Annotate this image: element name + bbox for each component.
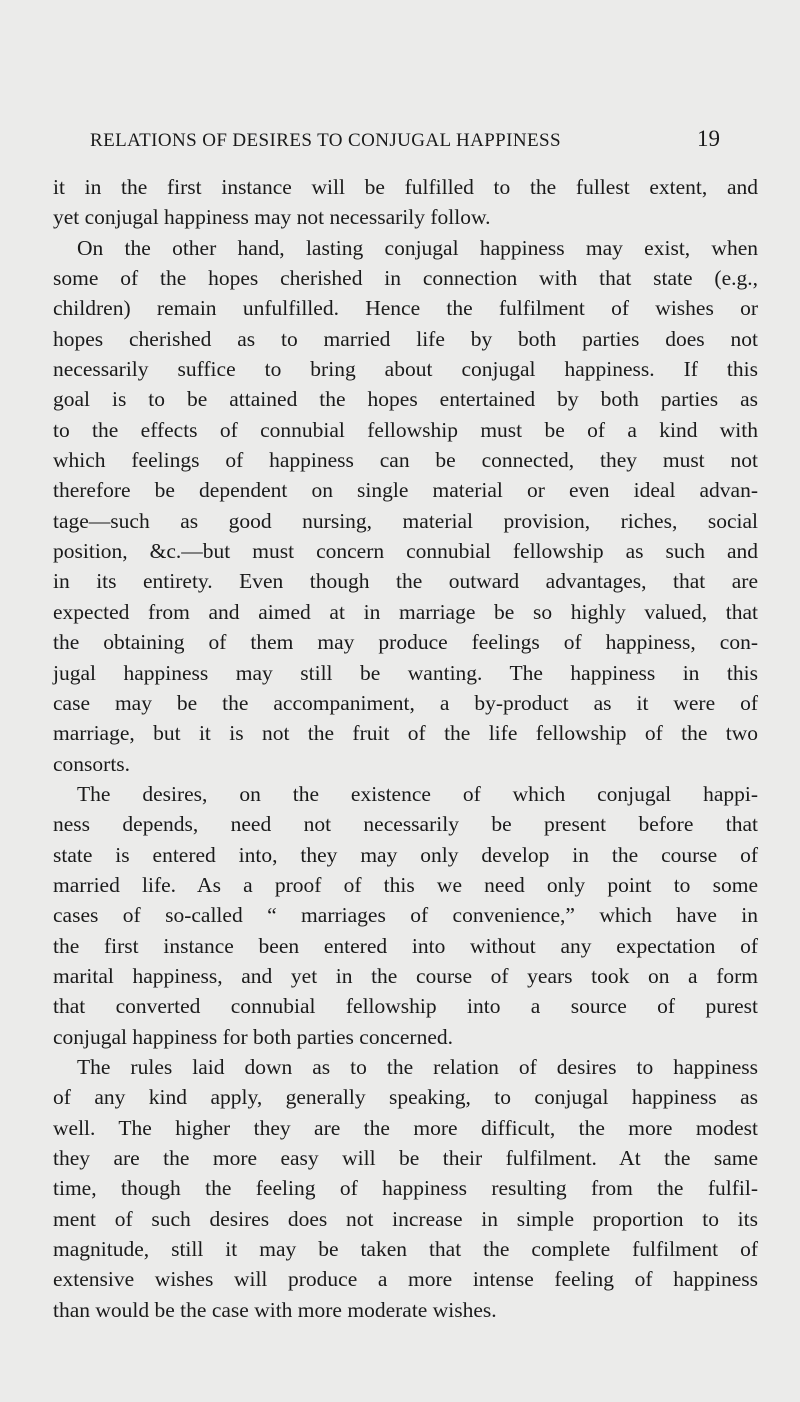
text-line: necessarily suffice to bring about conjugal happiness. If this xyxy=(53,357,758,382)
text-line: some of the hopes cherished in connection with that state (e.g., xyxy=(53,266,758,291)
text-line: ment of such desires does not increase in simple proportion to its xyxy=(53,1206,758,1231)
text-line: well. The higher they are the more difficult, the more modest xyxy=(53,1115,758,1140)
text-line: magnitude, still it may be taken that the complete fulfilment of xyxy=(53,1237,758,1262)
page-number: 19 xyxy=(697,126,720,151)
text-line: ness depends, need not necessarily be present before that xyxy=(53,812,758,837)
text-line: than would be the case with more moderate wishes. xyxy=(53,1297,497,1322)
paragraph-start-line: The desires, on the existence of which conjugal happi- xyxy=(77,781,758,806)
text-line: marriage, but it is not the fruit of the life fellowship of the two xyxy=(53,721,758,746)
text-line: goal is to be attained the hopes entertained by both parties as xyxy=(53,387,758,412)
text-line: the first instance been entered into without any expectation of xyxy=(53,933,758,958)
text-line: position, &c.—but must concern connubial fellowship as such and xyxy=(53,539,758,564)
text-line: therefore be dependent on single material or even ideal advan- xyxy=(53,478,758,503)
running-head xyxy=(90,126,720,162)
text-line: that converted connubial fellowship into a source of purest xyxy=(53,994,758,1019)
text-line: which feelings of happiness can be connected, they must not xyxy=(53,448,758,473)
text-line: children) remain unfulfilled. Hence the fulfilment of wishes or xyxy=(53,296,758,321)
text-line: conjugal happiness for both parties concerned. xyxy=(53,1024,454,1049)
text-line: they are the more easy will be their fulfilment. At the same xyxy=(53,1146,758,1170)
paragraph-start-line: The rules laid down as to the relation of desires to happiness xyxy=(77,1054,758,1079)
text-line: case may be the accompaniment, a by-product as it were of xyxy=(53,690,758,715)
text-line: state is entered into, they may only develop in the course of xyxy=(53,842,758,867)
text-line: marital happiness, and yet in the course of years took on a form xyxy=(53,963,758,988)
text-line: jugal happiness may still be wanting. The happiness in this xyxy=(53,660,758,685)
text-line: extensive wishes will produce a more intense feeling of happiness xyxy=(53,1267,758,1292)
text-line: hopes cherished as to married life by both parties does not xyxy=(53,326,758,351)
text-line: in its entirety. Even though the outward advantages, that are xyxy=(53,569,758,594)
text-line: time, though the feeling of happiness resulting from the fulfil- xyxy=(53,1176,758,1201)
text-line: expected from and aimed at in marriage be so highly valued, that xyxy=(53,599,758,624)
text-line: yet conjugal happiness may not necessarily follow. xyxy=(53,205,491,230)
text-line: to the effects of connubial fellowship must be of a kind with xyxy=(53,417,758,442)
body-text xyxy=(53,172,758,1325)
text-line: consorts. xyxy=(53,751,131,776)
running-title: RELATIONS OF DESIRES TO CONJUGAL HAPPINESS xyxy=(90,130,561,151)
text-line: tage—such as good nursing, material provision, riches, social xyxy=(53,508,758,533)
text-line: of any kind apply, generally speaking, to conjugal happiness as xyxy=(53,1085,758,1110)
text-line: cases of so-called “ marriages of convenience,” which have in xyxy=(53,903,758,928)
text-line: the obtaining of them may produce feelings of happiness, con- xyxy=(53,630,758,655)
text-line: it in the first instance will be fulfilled to the fullest extent, and xyxy=(53,175,758,199)
paragraph-start-line: On the other hand, lasting conjugal happiness may exist, when xyxy=(77,235,758,260)
text-line: married life. As a proof of this we need only point to some xyxy=(53,872,758,897)
